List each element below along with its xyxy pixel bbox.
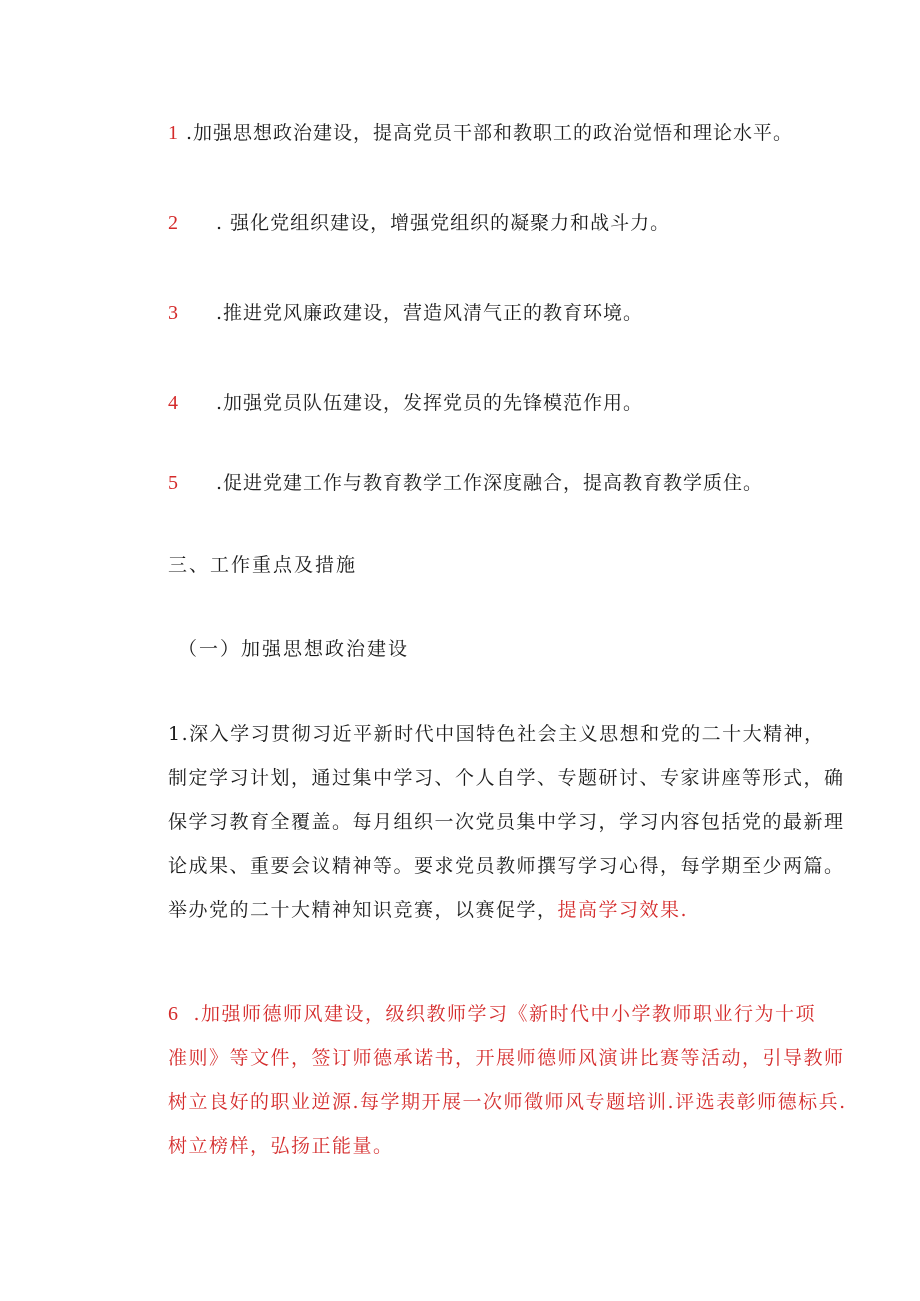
goal-item-5 — [0, 466, 920, 500]
paragraph-line — [168, 992, 817, 1036]
paragraph-line: 论成果、重要会议精神等。要求党员教师撰写学习心得，每学期至少两篇。 — [168, 855, 845, 877]
paragraph-line: 树立良好的职业逆源.每学期开展一次师徵师风专题培训.评选表彰师德标兵. — [168, 1091, 847, 1113]
goal-item-2 — [0, 206, 920, 240]
paragraph-study — [168, 712, 845, 932]
paragraph-line: 制定学习计划，通过集中学习、个人自学、专题研讨、专家讲座等形式，确 — [168, 767, 845, 789]
paragraph-ethics — [168, 992, 847, 1168]
goal-text: .推进党风廉政建设，营造风清气正的教育环境。 — [216, 302, 644, 324]
goal-item-3 — [0, 296, 920, 330]
section-heading: 三、工作重点及措施 — [168, 554, 358, 576]
paragraph-text: 举办党的二十大精神知识竞赛，以赛促学， — [168, 899, 558, 921]
goal-number: 4 — [168, 392, 178, 414]
paragraph-text: .加强师德师风建设，级织教师学习《新时代中小学教师职业行为十项 — [193, 1003, 817, 1025]
goal-number: 3 — [168, 302, 178, 324]
goal-number: 1 — [168, 122, 178, 144]
goal-number: 5 — [168, 472, 178, 494]
goal-text: .促进党建工作与教育教学工作深度融合，提高教育教学质住。 — [216, 472, 764, 494]
goal-item-4 — [0, 386, 920, 420]
paragraph-number: 6 — [168, 1003, 180, 1025]
paragraph-line: 保学习教育全覆盖。每月组织一次党员集中学习，学习内容包括党的最新理 — [168, 811, 845, 833]
paragraph-line: 树立榜样，弘扬正能量。 — [168, 1135, 394, 1157]
highlighted-text: 提高学习效果. — [557, 899, 689, 921]
subsection-heading: （一）加强思想政治建设 — [178, 638, 410, 660]
paragraph-line: 准则》等文件，签订师德承诺书，开展师德师风演讲比赛等活动，引导教师 — [168, 1047, 845, 1069]
goal-text: .加强党员队伍建设，发挥党员的先锋模范作用。 — [216, 392, 644, 414]
paragraph-line-last — [168, 888, 808, 932]
goal-text: . 强化党组织建设，增强党组织的凝聚力和战斗力。 — [216, 212, 671, 234]
goal-text: .加强思想政治建设，提高党员干部和教职工的政治觉悟和理论水平。 — [186, 122, 794, 144]
paragraph-line: 1.深入学习贯彻习近平新时代中国特色社会主义思想和党的二十大精神， — [168, 723, 825, 745]
goal-number: 2 — [168, 212, 178, 234]
goal-item-1 — [0, 116, 920, 150]
